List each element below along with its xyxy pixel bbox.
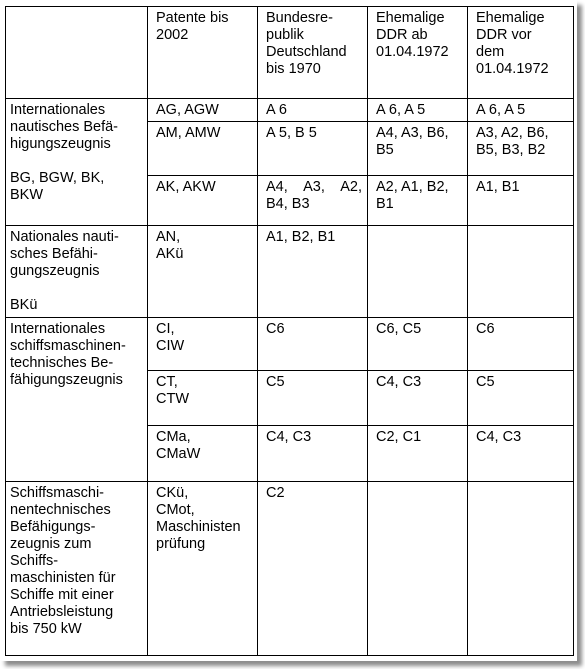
cell-text-line: C2 bbox=[266, 485, 285, 501]
cell-text-line: nentechnisches bbox=[10, 502, 111, 518]
patente-cell bbox=[148, 176, 258, 226]
patente-cell bbox=[148, 482, 258, 656]
cell-text-line: Ehemalige bbox=[476, 10, 545, 26]
cell-text-line: AK, AKW bbox=[156, 179, 216, 195]
cell-text-line: A 6 bbox=[266, 102, 287, 118]
ddr-ab-cell bbox=[368, 426, 468, 482]
ddr-ab-cell bbox=[368, 371, 468, 426]
cell-text-line: CMaW bbox=[156, 446, 201, 462]
cell-text-line: maschinisten für bbox=[10, 570, 116, 586]
cell-text-line: A4, A3, A2, bbox=[266, 179, 362, 195]
patente-cell bbox=[148, 226, 258, 318]
cell-text-line: AM, AMW bbox=[156, 125, 221, 141]
section-label-cell bbox=[6, 318, 148, 482]
ddr-vor-cell bbox=[468, 371, 574, 426]
cell-text-line: Internationales bbox=[10, 102, 106, 118]
cell-text-line: A4, A3, B6, bbox=[376, 125, 449, 141]
table-row bbox=[6, 99, 574, 122]
cell-text-line: C5 bbox=[476, 374, 495, 390]
cell-text-line: C4, C3 bbox=[266, 429, 312, 445]
section-label-cell bbox=[6, 99, 148, 226]
cell-text-line: 01.04.1972 bbox=[376, 44, 449, 60]
cell-text-line: CMa, bbox=[156, 429, 191, 445]
cell-text-line: CKü, bbox=[156, 485, 189, 501]
cell-text-line: AKü bbox=[156, 246, 184, 262]
patente-cell bbox=[148, 122, 258, 176]
brd-cell bbox=[258, 176, 368, 226]
ddr-vor-cell bbox=[468, 426, 574, 482]
ddr-vor-cell bbox=[468, 226, 574, 318]
cell-text-line: zeugnis zum bbox=[10, 536, 92, 552]
ddr-ab-cell bbox=[368, 122, 468, 176]
cell-text-line: Antriebsleistung bbox=[10, 604, 114, 620]
cell-text-line: C6, C5 bbox=[376, 321, 422, 337]
cell-text-line: Patente bis bbox=[156, 10, 229, 26]
cell-text-line: Schiffe mit einer bbox=[10, 587, 114, 603]
cell-text-line: fähigungszeugnis bbox=[10, 372, 123, 388]
ddr-ab-cell bbox=[368, 99, 468, 122]
table-row bbox=[6, 318, 574, 371]
patente-cell bbox=[148, 426, 258, 482]
cell-text-line: A1, B1 bbox=[476, 179, 520, 195]
table-row bbox=[6, 482, 574, 656]
cell-text-line: 2002 bbox=[156, 27, 189, 43]
cell-text-line: C2, C1 bbox=[376, 429, 422, 445]
ddr-vor-cell bbox=[468, 318, 574, 371]
cell-text-line: Ehemalige bbox=[376, 10, 445, 26]
cell-text-line: A 6, A 5 bbox=[476, 102, 526, 118]
header-ddr-ab bbox=[368, 7, 468, 99]
cell-text-line: Bundesre- bbox=[266, 10, 333, 26]
cell-text-line: bis 750 kW bbox=[10, 621, 82, 637]
cell-text-line: sches Befähi- bbox=[10, 246, 98, 262]
cell-text-line: BKW bbox=[10, 187, 44, 203]
cell-text-line: B5, B3, B2 bbox=[476, 142, 546, 158]
cell-text-line: prüfung bbox=[156, 536, 206, 552]
header-brd bbox=[258, 7, 368, 99]
cell-text-line: BKü bbox=[10, 297, 38, 313]
table-row bbox=[6, 226, 574, 318]
cell-text-line: publik bbox=[266, 27, 304, 43]
cell-text-line: B5 bbox=[376, 142, 394, 158]
cell-text-line: DDR vor bbox=[476, 27, 532, 43]
brd-cell bbox=[258, 318, 368, 371]
cell-text-line: gungszeugnis bbox=[10, 263, 100, 279]
cell-text-line: schiffsmaschinen- bbox=[10, 338, 126, 354]
cell-text-line: C4, C3 bbox=[376, 374, 422, 390]
cell-text-line: Nationales nauti- bbox=[10, 229, 119, 245]
cell-text-line: higungszeugnis bbox=[10, 136, 111, 152]
ddr-vor-cell bbox=[468, 99, 574, 122]
cell-text-line: A 6, A 5 bbox=[376, 102, 426, 118]
cell-text-line: B4, B3 bbox=[266, 196, 310, 212]
brd-cell bbox=[258, 426, 368, 482]
header-ddr-vor bbox=[468, 7, 574, 99]
cell-text-line: bis 1970 bbox=[266, 61, 321, 77]
brd-cell bbox=[258, 122, 368, 176]
patente-cell bbox=[148, 371, 258, 426]
section-label-cell bbox=[6, 482, 148, 656]
header-empty-cell bbox=[6, 7, 148, 99]
cell-text-line: CIW bbox=[156, 338, 185, 354]
cell-text-line: CTW bbox=[156, 391, 190, 407]
brd-cell bbox=[258, 226, 368, 318]
ddr-vor-cell bbox=[468, 482, 574, 656]
cell-text-line: Deutschland bbox=[266, 44, 347, 60]
cell-text-line: A3, A2, B6, bbox=[476, 125, 549, 141]
cell-text-line: CT, bbox=[156, 374, 178, 390]
ddr-ab-cell bbox=[368, 226, 468, 318]
patente-cell bbox=[148, 318, 258, 371]
cell-text-line: Schiffs- bbox=[10, 553, 59, 569]
cell-text-line: C5 bbox=[266, 374, 285, 390]
ddr-ab-cell bbox=[368, 176, 468, 226]
cell-text-line: DDR ab bbox=[376, 27, 428, 43]
cell-text-line: A 5, B 5 bbox=[266, 125, 317, 141]
header-row bbox=[6, 7, 574, 99]
certificate-equivalence-table bbox=[5, 6, 574, 656]
cell-text-line: dem bbox=[476, 44, 505, 60]
cell-text-line: Maschinisten bbox=[156, 519, 241, 535]
ddr-vor-cell bbox=[468, 176, 574, 226]
cell-text-line: AG, AGW bbox=[156, 102, 219, 118]
cell-text-line: CI, bbox=[156, 321, 175, 337]
cell-text-line: A2, A1, B2, bbox=[376, 179, 449, 195]
cell-text-line: CMot, bbox=[156, 502, 195, 518]
cell-text-line: Befähigungs- bbox=[10, 519, 96, 535]
patente-cell bbox=[148, 99, 258, 122]
cell-text-line: BG, BGW, BK, bbox=[10, 170, 105, 186]
cell-text-line: 01.04.1972 bbox=[476, 61, 549, 77]
cell-text-line: AN, bbox=[156, 229, 181, 245]
cell-text-line: C4, C3 bbox=[476, 429, 522, 445]
cell-text-line: A1, B2, B1 bbox=[266, 229, 336, 245]
cell-text-line: C6 bbox=[266, 321, 285, 337]
brd-cell bbox=[258, 482, 368, 656]
ddr-ab-cell bbox=[368, 482, 468, 656]
cell-text-line: Internationales bbox=[10, 321, 106, 337]
cell-text-line: B1 bbox=[376, 196, 394, 212]
brd-cell bbox=[258, 371, 368, 426]
cell-text-line: C6 bbox=[476, 321, 495, 337]
ddr-vor-cell bbox=[468, 122, 574, 176]
header-patente bbox=[148, 7, 258, 99]
section-label-cell bbox=[6, 226, 148, 318]
cell-text-line: nautisches Befä- bbox=[10, 119, 119, 135]
cell-text-line: technisches Be- bbox=[10, 355, 114, 371]
cell-text-line: Schiffsmaschi- bbox=[10, 485, 105, 501]
ddr-ab-cell bbox=[368, 318, 468, 371]
brd-cell bbox=[258, 99, 368, 122]
